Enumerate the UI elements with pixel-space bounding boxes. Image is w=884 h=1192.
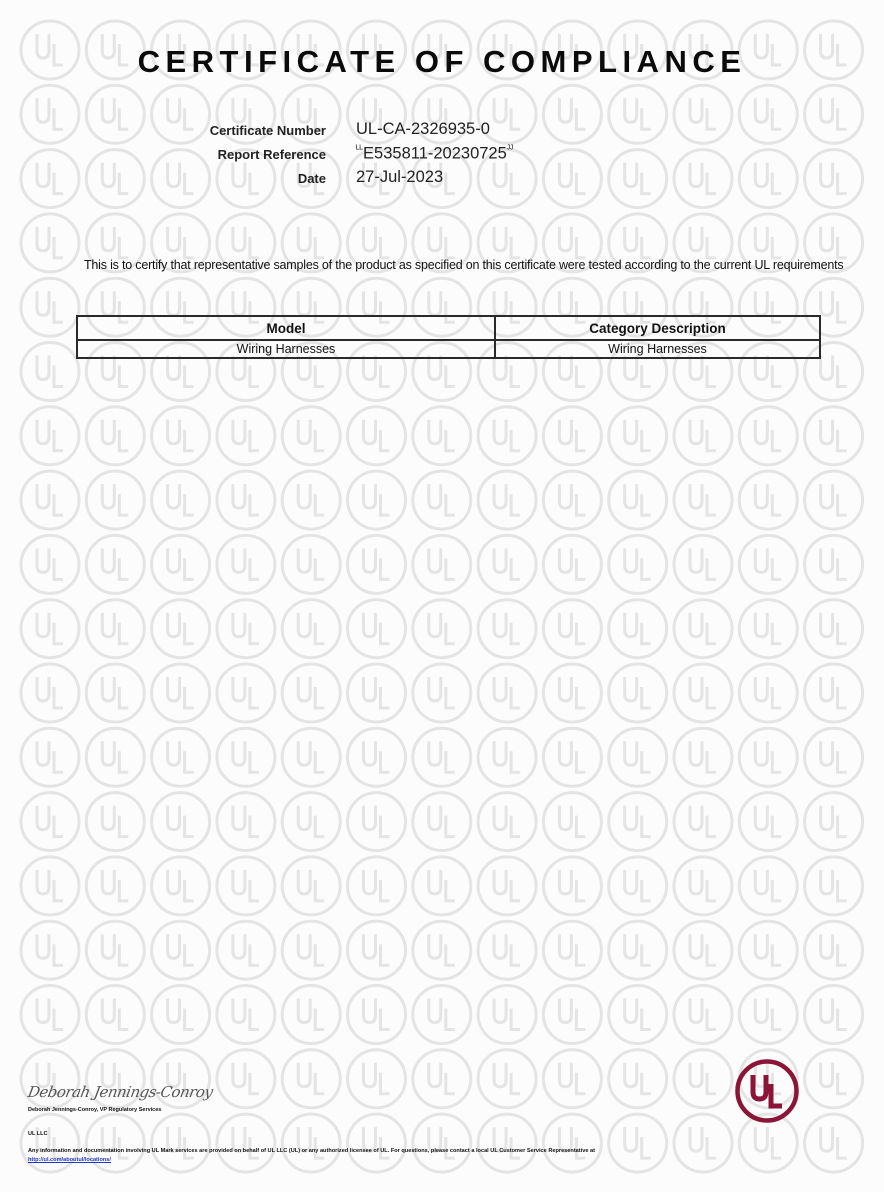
ul-watermark-icon — [348, 407, 406, 465]
ul-watermark-icon — [21, 471, 79, 529]
ul-watermark-icon — [152, 857, 210, 915]
ul-watermark-icon — [805, 1114, 863, 1172]
report-reference-prefix: ᴸᴸ — [356, 144, 364, 155]
ul-watermark-icon — [674, 535, 732, 593]
table-header-row — [77, 316, 820, 340]
ul-watermark-icon — [348, 986, 406, 1044]
ul-watermark-icon — [348, 600, 406, 658]
ul-watermark-icon — [543, 728, 601, 786]
ul-watermark-icon — [21, 278, 79, 336]
ul-watermark-icon — [543, 857, 601, 915]
model-table — [76, 315, 821, 359]
ul-watermark-icon — [152, 728, 210, 786]
ul-watermark-icon — [86, 793, 144, 851]
ul-watermark-icon — [478, 857, 536, 915]
ul-watermark-icon — [348, 664, 406, 722]
ul-watermark-icon — [217, 600, 275, 658]
ul-watermark-icon — [805, 664, 863, 722]
ul-watermark-icon — [152, 921, 210, 979]
ul-watermark-icon — [805, 535, 863, 593]
ul-watermark-icon — [217, 793, 275, 851]
ul-watermark-icon — [609, 600, 667, 658]
ul-watermark-icon — [413, 1050, 471, 1108]
certification-statement: This is to certify that representative samples of the product as specified on this certificate were tested according to the current UL requirements — [84, 258, 844, 272]
ul-watermark-icon — [609, 986, 667, 1044]
ul-watermark-icon — [478, 986, 536, 1044]
ul-watermark-icon — [805, 986, 863, 1044]
ul-watermark-icon — [86, 921, 144, 979]
ul-watermark-icon — [609, 921, 667, 979]
ul-watermark-icon — [478, 793, 536, 851]
ul-watermark-icon — [609, 1050, 667, 1108]
ul-watermark-icon — [543, 1050, 601, 1108]
ul-watermark-icon — [674, 1050, 732, 1108]
ul-watermark-icon — [282, 600, 340, 658]
ul-watermark-icon — [348, 921, 406, 979]
ul-watermark-icon — [543, 664, 601, 722]
ul-watermark-icon — [413, 600, 471, 658]
ul-watermark-icon — [739, 664, 797, 722]
ul-watermark-icon — [478, 728, 536, 786]
ul-watermark-icon — [348, 1050, 406, 1108]
ul-watermark-icon — [21, 343, 79, 401]
ul-watermark-icon — [805, 728, 863, 786]
ul-watermark-icon — [86, 600, 144, 658]
ul-watermark-icon — [217, 407, 275, 465]
ul-watermark-icon — [86, 728, 144, 786]
ul-watermark-icon — [609, 471, 667, 529]
ul-watermark-icon — [674, 664, 732, 722]
ul-watermark-icon — [609, 407, 667, 465]
certificate-number-row — [0, 120, 884, 144]
ul-watermark-icon — [21, 857, 79, 915]
ul-watermark-icon — [478, 1050, 536, 1108]
ul-watermark-icon — [478, 407, 536, 465]
ul-watermark-icon — [217, 535, 275, 593]
report-reference-number: E535811-20230725 — [363, 144, 507, 163]
ul-watermark-icon — [739, 471, 797, 529]
ul-watermark-icon — [348, 728, 406, 786]
ul-watermark-icon — [674, 921, 732, 979]
ul-watermark-icon — [21, 793, 79, 851]
ul-watermark-icon — [282, 793, 340, 851]
ul-watermark-icon — [478, 600, 536, 658]
ul-watermark-icon — [152, 535, 210, 593]
date-value: 27-Jul-2023 — [356, 168, 444, 186]
ul-watermark-icon — [543, 921, 601, 979]
ul-watermark-icon — [674, 600, 732, 658]
ul-watermark-icon — [609, 728, 667, 786]
ul-watermark-icon — [282, 471, 340, 529]
ul-watermark-icon — [805, 1050, 863, 1108]
ul-watermark-icon — [152, 407, 210, 465]
ul-watermark-icon — [21, 728, 79, 786]
certificate-number-label: Certificate Number — [209, 123, 326, 138]
ul-watermark-icon — [152, 986, 210, 1044]
ul-watermark-icon — [674, 857, 732, 915]
signature-block — [26, 1083, 215, 1113]
ul-watermark-icon — [217, 921, 275, 979]
ul-watermark-icon — [478, 664, 536, 722]
column-header-category: Category Description — [495, 316, 820, 340]
ul-watermark-icon — [543, 407, 601, 465]
ul-watermark-icon — [86, 664, 144, 722]
ul-watermark-icon — [413, 857, 471, 915]
ul-watermark-icon — [21, 921, 79, 979]
ul-watermark-icon — [217, 1050, 275, 1108]
ul-watermark-icon — [217, 664, 275, 722]
ul-watermark-icon — [152, 664, 210, 722]
ul-watermark-icon — [739, 407, 797, 465]
ul-watermark-icon — [217, 857, 275, 915]
ul-watermark-icon — [282, 921, 340, 979]
company-name: UL LLC — [28, 1131, 48, 1137]
ul-watermark-icon — [21, 664, 79, 722]
ul-watermark-icon — [282, 728, 340, 786]
date-row — [0, 168, 884, 192]
ul-watermark-icon — [674, 793, 732, 851]
ul-watermark-icon — [478, 535, 536, 593]
ul-watermark-icon — [282, 857, 340, 915]
ul-watermark-icon — [739, 793, 797, 851]
ul-watermark-icon — [21, 600, 79, 658]
ul-watermark-icon — [413, 664, 471, 722]
report-reference-row — [0, 144, 884, 168]
ul-watermark-icon — [86, 857, 144, 915]
ul-watermark-icon — [86, 535, 144, 593]
ul-watermark-icon — [282, 664, 340, 722]
ul-watermark-icon — [21, 214, 79, 272]
ul-watermark-icon — [413, 471, 471, 529]
ul-watermark-icon — [86, 471, 144, 529]
ul-watermark-icon — [478, 921, 536, 979]
ul-watermark-icon — [282, 535, 340, 593]
ul-watermark-icon — [674, 1114, 732, 1172]
ul-watermark-icon — [152, 471, 210, 529]
ul-watermark-icon — [674, 471, 732, 529]
ul-watermark-icon — [739, 535, 797, 593]
ul-watermark-icon — [674, 986, 732, 1044]
signer-name-title: Deborah Jennings-Conroy, VP Regulatory Services — [28, 1107, 162, 1113]
ul-watermark-icon — [348, 793, 406, 851]
ul-watermark-icon — [739, 728, 797, 786]
ul-watermark-icon — [348, 471, 406, 529]
ul-watermark-icon — [609, 793, 667, 851]
ul-watermark-icon — [217, 986, 275, 1044]
disclaimer — [28, 1147, 648, 1165]
signature: Deborah Jennings-Conroy — [26, 1083, 215, 1101]
ul-watermark-icon — [543, 600, 601, 658]
ul-watermark-icon — [609, 664, 667, 722]
ul-watermark-icon — [217, 471, 275, 529]
cell-category: Wiring Harnesses — [495, 340, 820, 358]
ul-watermark-icon — [348, 535, 406, 593]
ul-watermark-icon — [413, 535, 471, 593]
ul-watermark-icon — [21, 407, 79, 465]
ul-watermark-icon — [152, 600, 210, 658]
ul-watermark-icon — [543, 793, 601, 851]
ul-watermark-icon — [413, 921, 471, 979]
ul-watermark-icon — [413, 728, 471, 786]
report-reference-label: Report Reference — [217, 147, 326, 162]
ul-watermark-icon — [282, 407, 340, 465]
certificate-title: CERTIFICATE OF COMPLIANCE — [137, 44, 747, 79]
ul-watermark-icon — [609, 535, 667, 593]
ul-watermark-icon — [348, 857, 406, 915]
ul-watermark-icon — [86, 407, 144, 465]
ul-watermark-icon — [21, 535, 79, 593]
ul-watermark-icon — [805, 921, 863, 979]
date-label: Date — [297, 171, 326, 186]
ul-watermark-icon — [413, 407, 471, 465]
ul-watermark-icon — [805, 471, 863, 529]
ul-watermark-icon — [478, 471, 536, 529]
ul-watermark-icon — [21, 986, 79, 1044]
ul-watermark-icon — [805, 793, 863, 851]
ul-watermark-icon — [674, 728, 732, 786]
ul-watermark-icon — [805, 857, 863, 915]
table-row — [77, 340, 820, 358]
ul-watermark-icon — [413, 793, 471, 851]
ul-watermark-icon — [152, 793, 210, 851]
cell-model: Wiring Harnesses — [77, 340, 495, 358]
ul-watermark-icon — [739, 600, 797, 658]
disclaimer-text: Any information and documentation involving UL Mark services are provided on behalf of UL LLC (UL) or any authorized licensee of UL. For questions, please contact a local UL Customer Service Representative at — [28, 1148, 595, 1154]
report-reference-suffix: ᴶᴶ — [506, 144, 514, 155]
ul-watermark-icon — [413, 986, 471, 1044]
report-reference-value — [356, 144, 513, 164]
ul-logo-icon — [734, 1058, 800, 1124]
ul-watermark-icon — [543, 535, 601, 593]
locations-link[interactable]: http://ul.com/aboutul/locations/ — [28, 1157, 111, 1163]
ul-watermark-icon — [739, 986, 797, 1044]
ul-watermark-icon — [674, 407, 732, 465]
ul-watermark-icon — [282, 1050, 340, 1108]
ul-watermark-icon — [282, 986, 340, 1044]
ul-watermark-icon — [217, 728, 275, 786]
ul-watermark-icon — [739, 921, 797, 979]
ul-watermark-icon — [739, 857, 797, 915]
ul-watermark-icon — [543, 471, 601, 529]
ul-watermark-icon — [609, 857, 667, 915]
ul-watermark-icon — [543, 986, 601, 1044]
ul-watermark-icon — [805, 407, 863, 465]
ul-watermark-icon — [86, 986, 144, 1044]
certificate-number-value: UL-CA-2326935-0 — [356, 120, 490, 138]
ul-watermark-icon — [805, 600, 863, 658]
column-header-model: Model — [77, 316, 495, 340]
